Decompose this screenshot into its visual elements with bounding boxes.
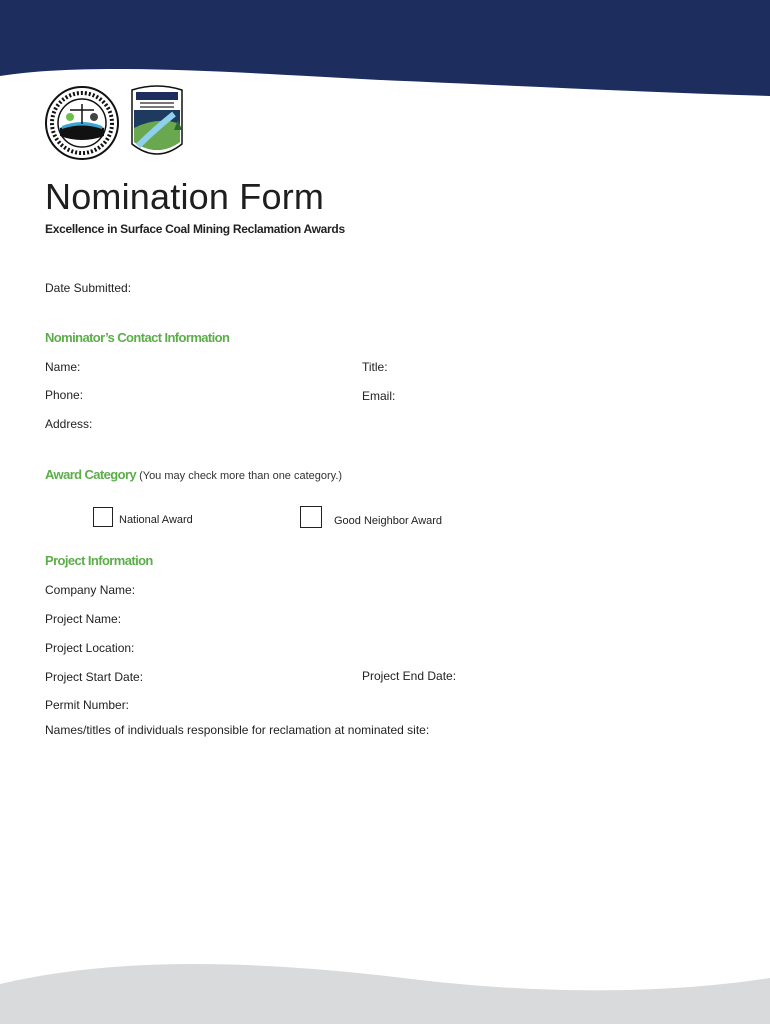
national-award-checkbox[interactable] xyxy=(93,507,113,527)
date-submitted-field[interactable]: Date Submitted: xyxy=(45,281,132,295)
logo-group xyxy=(44,84,186,164)
page-subtitle: Excellence in Surface Coal Mining Reclamation Awards xyxy=(45,222,345,236)
page-title: Nomination Form xyxy=(45,176,325,217)
award-category-note: (You may check more than one category.) xyxy=(139,470,343,482)
project-section-heading: Project Information xyxy=(45,553,153,568)
nominator-email-field[interactable]: Email: xyxy=(362,389,396,403)
good-neighbor-award-option[interactable] xyxy=(300,506,442,528)
nominator-section-heading: Nominator’s Contact Information xyxy=(45,330,230,345)
project-start-date-field[interactable]: Project Start Date: xyxy=(45,670,144,684)
nominator-address-field[interactable]: Address: xyxy=(45,417,93,431)
permit-number-field[interactable]: Permit Number: xyxy=(45,698,130,712)
footer-wave-band xyxy=(0,950,770,1024)
project-location-field[interactable]: Project Location: xyxy=(45,641,135,655)
award-category-title: Award Category xyxy=(45,467,137,482)
national-award-label: National Award xyxy=(119,514,193,526)
good-neighbor-award-label: Good Neighbor Award xyxy=(334,515,443,527)
company-name-field[interactable]: Company Name: xyxy=(45,583,136,597)
project-name-field[interactable]: Project Name: xyxy=(45,612,122,626)
nominator-name-field[interactable]: Name: xyxy=(45,360,81,374)
award-category-heading xyxy=(45,467,342,482)
responsible-individuals-field[interactable]: Names/titles of individuals responsible for reclamation at nominated site: xyxy=(45,723,430,737)
nominator-title-field[interactable]: Title: xyxy=(362,360,388,374)
good-neighbor-award-checkbox[interactable] xyxy=(300,506,322,528)
nominator-phone-field[interactable]: Phone: xyxy=(45,388,84,402)
osmre-seal-icon xyxy=(44,84,120,162)
project-end-date-field[interactable]: Project End Date: xyxy=(362,669,457,683)
national-award-option[interactable] xyxy=(93,507,193,527)
excellence-badge-icon xyxy=(128,84,186,160)
